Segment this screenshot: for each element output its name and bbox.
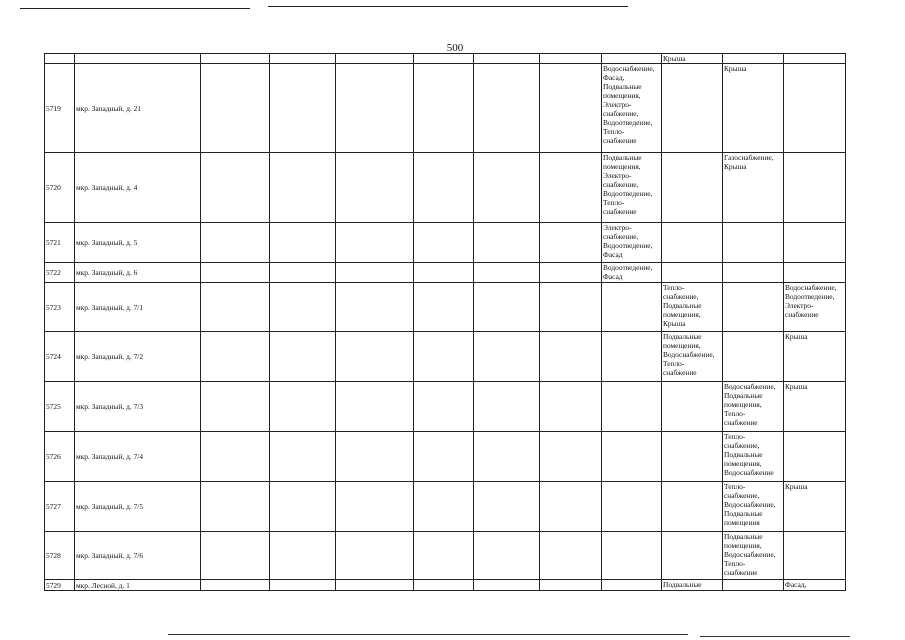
table-cell [784, 263, 846, 283]
scan-line-top [268, 6, 628, 7]
table-cell [602, 580, 662, 591]
cell-text: 5728 [46, 551, 61, 560]
address-cell [75, 283, 201, 332]
table-cell [201, 263, 270, 283]
row-number-cell [45, 332, 75, 382]
table-cell [414, 283, 474, 332]
address-cell [75, 332, 201, 382]
table-cell [540, 580, 602, 591]
cell-text: Крыша [785, 482, 808, 491]
table-cell [540, 223, 602, 263]
table-cell [474, 283, 540, 332]
cell-text: Крыша [663, 54, 686, 63]
table-cell [602, 332, 662, 382]
cell-text: мкр. Западный, д. 7/5 [76, 502, 144, 511]
table-cell [414, 54, 474, 64]
table-row [45, 532, 846, 580]
table-cell [723, 332, 784, 382]
table-cell [784, 580, 846, 591]
cell-text: Водоснабжение, Фасад, Подвальные помещения, Электро- снабжение, Водоотведение, Тепло- снабжение [603, 64, 655, 145]
cell-text: Водоснабжение, Водоотведение, Электро- снабжение [785, 283, 837, 319]
table-row-header [45, 54, 846, 64]
table-cell [662, 283, 723, 332]
table-cell [784, 54, 846, 64]
address-cell [75, 382, 201, 432]
cell-text: Крыша [785, 332, 808, 341]
table-cell [336, 580, 414, 591]
cell-text: Тепло- снабжение, Водоснабжение, Подвальные помещения [724, 482, 776, 527]
table-row [45, 64, 846, 153]
row-number-cell [45, 263, 75, 283]
cell-text: 5724 [46, 352, 61, 361]
cell-text: 5729 [46, 580, 61, 590]
table-cell [723, 223, 784, 263]
table-cell [662, 382, 723, 432]
table-cell [784, 283, 846, 332]
address-cell [75, 223, 201, 263]
table-cell [662, 432, 723, 482]
cell-text: мкр. Лесной, д. 1 [76, 580, 130, 590]
address-cell [75, 580, 201, 591]
table-cell [540, 54, 602, 64]
table-cell [474, 382, 540, 432]
table-cell [75, 54, 201, 64]
table-row [45, 382, 846, 432]
cell-text: мкр. Западный, д. 7/2 [76, 352, 144, 361]
table-cell [723, 432, 784, 482]
table-row [45, 580, 846, 591]
cell-text: мкр. Западный, д. 6 [76, 268, 138, 277]
table-cell [662, 532, 723, 580]
table-cell [201, 283, 270, 332]
cell-text: Подвальные помещения, Электро- снабжение, Водоотведение, Тепло- снабжение [603, 153, 653, 216]
table-cell [602, 432, 662, 482]
row-number-cell [45, 482, 75, 532]
row-number-cell [45, 382, 75, 432]
table-row [45, 283, 846, 332]
table-cell [336, 532, 414, 580]
table-row [45, 223, 846, 263]
table-cell [723, 482, 784, 532]
cell-text: Водоснабжение, Подвальные помещения, Тепло- снабжение [724, 382, 776, 427]
cell-text: 5723 [46, 302, 61, 312]
table-cell [201, 54, 270, 64]
table-cell [474, 223, 540, 263]
table-cell [540, 332, 602, 382]
address-cell [75, 64, 201, 153]
table-cell [723, 580, 784, 591]
cell-text: Крыша [724, 64, 747, 73]
cell-text: Фасад, [785, 580, 807, 589]
table-cell [474, 64, 540, 153]
table-cell [336, 432, 414, 482]
register-table [44, 53, 846, 591]
table-cell [662, 482, 723, 532]
table-cell [474, 54, 540, 64]
row-number-cell [45, 223, 75, 263]
table-cell [201, 382, 270, 432]
table-cell [602, 54, 662, 64]
table-cell [270, 432, 336, 482]
table-cell [540, 382, 602, 432]
cell-text: 5720 [46, 183, 61, 192]
table-cell [270, 580, 336, 591]
table-cell [414, 64, 474, 153]
table-cell [474, 332, 540, 382]
cell-text: Тепло- снабжение, Подвальные помещения, Крыша [663, 283, 702, 328]
table-cell [540, 283, 602, 332]
table-cell [414, 432, 474, 482]
table-cell [336, 482, 414, 532]
cell-text: 5719 [46, 103, 61, 113]
address-cell [75, 153, 201, 223]
table-cell [784, 382, 846, 432]
table-cell [201, 532, 270, 580]
cell-text: Крыша [785, 382, 808, 391]
table-cell [723, 283, 784, 332]
table-cell [784, 153, 846, 223]
table-cell [784, 482, 846, 532]
cell-text: 5721 [46, 238, 61, 247]
scan-line-bottom [168, 634, 688, 635]
scan-line-bottom [700, 636, 850, 637]
table-cell [602, 283, 662, 332]
table-cell [474, 580, 540, 591]
table-cell [602, 482, 662, 532]
table-cell [662, 263, 723, 283]
table-cell [723, 263, 784, 283]
scan-line-top [20, 8, 250, 9]
table-cell [474, 432, 540, 482]
table-cell [784, 223, 846, 263]
cell-text: 5727 [46, 502, 61, 511]
table-cell [784, 532, 846, 580]
address-cell [75, 482, 201, 532]
table-cell [723, 153, 784, 223]
table-cell [336, 283, 414, 332]
cell-text: 5725 [46, 402, 61, 411]
table-cell [45, 54, 75, 64]
table-cell [414, 153, 474, 223]
table-cell [201, 64, 270, 153]
table-cell [540, 532, 602, 580]
table-row [45, 482, 846, 532]
table-cell [784, 432, 846, 482]
table-cell [201, 432, 270, 482]
table-cell [336, 64, 414, 153]
table-cell [336, 382, 414, 432]
table-cell [201, 223, 270, 263]
table-cell [414, 382, 474, 432]
row-number-cell [45, 283, 75, 332]
table-cell [270, 482, 336, 532]
table-cell [474, 482, 540, 532]
table-cell [201, 580, 270, 591]
table-cell [723, 54, 784, 64]
table-cell [201, 482, 270, 532]
cell-text: Газоснабжение, Крыша [724, 153, 774, 171]
table-cell [784, 332, 846, 382]
table-row [45, 263, 846, 283]
row-number-cell [45, 532, 75, 580]
table-cell [723, 382, 784, 432]
table-cell [414, 532, 474, 580]
address-cell [75, 263, 201, 283]
table-cell [336, 153, 414, 223]
table-cell [414, 223, 474, 263]
table-cell [474, 153, 540, 223]
row-number-cell [45, 153, 75, 223]
table-cell [270, 54, 336, 64]
table-cell [336, 263, 414, 283]
table-cell [662, 153, 723, 223]
cell-text: 5722 [46, 268, 61, 277]
table-cell [201, 332, 270, 382]
address-cell [75, 432, 201, 482]
cell-text: Подвальные [663, 580, 702, 589]
cell-text: мкр. Западный, д. 7/6 [76, 551, 144, 560]
cell-text: Тепло- снабжение, Подвальные помещения, Водоснабжение [724, 432, 774, 477]
table-cell [270, 153, 336, 223]
table-cell [602, 382, 662, 432]
cell-text: мкр. Западный, д. 4 [76, 183, 138, 192]
table-cell [540, 153, 602, 223]
table-cell [474, 263, 540, 283]
table-cell [414, 332, 474, 382]
cell-text: Электро- снабжение, Водоотведение, Фасад [603, 223, 653, 259]
table-cell [414, 580, 474, 591]
table-row [45, 332, 846, 382]
table-cell [662, 332, 723, 382]
cell-text: Подвальные помещения, Водоснабжение, Тепло- снабжение [663, 332, 715, 377]
table-cell [270, 382, 336, 432]
table-cell [414, 263, 474, 283]
table-cell [270, 263, 336, 283]
table-cell [662, 54, 723, 64]
table-row [45, 432, 846, 482]
table-cell [474, 532, 540, 580]
row-number-cell [45, 580, 75, 591]
table-cell [270, 532, 336, 580]
table-cell [540, 64, 602, 153]
address-cell [75, 532, 201, 580]
row-number-cell [45, 64, 75, 153]
table-cell [602, 223, 662, 263]
table-cell [662, 223, 723, 263]
table-cell [602, 532, 662, 580]
cell-text: мкр. Западный, д. 21 [76, 103, 141, 113]
table-cell [270, 64, 336, 153]
row-number-cell [45, 432, 75, 482]
table-cell [201, 153, 270, 223]
table-cell [540, 482, 602, 532]
cell-text: Подвальные помещения, Водоснабжение, Тепло- снабжение [724, 532, 776, 577]
cell-text: мкр. Западный, д. 5 [76, 238, 138, 247]
table-cell [336, 332, 414, 382]
page-number: 500 [446, 42, 464, 54]
cell-text: мкр. Западный, д. 7/1 [76, 302, 144, 312]
table-cell [336, 223, 414, 263]
table-cell [270, 332, 336, 382]
cell-text: мкр. Западный, д. 7/3 [76, 402, 144, 411]
cell-text: мкр. Западный, д. 7/4 [76, 452, 144, 461]
table-cell [662, 64, 723, 153]
cell-text: Водоотведение, Фасад [603, 263, 653, 281]
table-cell [723, 64, 784, 153]
table-cell [602, 263, 662, 283]
table-cell [336, 54, 414, 64]
table-cell [540, 263, 602, 283]
table-cell [540, 432, 602, 482]
table-cell [662, 580, 723, 591]
cell-text: 5726 [46, 452, 61, 461]
table-cell [784, 64, 846, 153]
table-cell [270, 223, 336, 263]
table-cell [270, 283, 336, 332]
table-cell [723, 532, 784, 580]
table-cell [602, 64, 662, 153]
table-cell [602, 153, 662, 223]
table-cell [414, 482, 474, 532]
table-row [45, 153, 846, 223]
